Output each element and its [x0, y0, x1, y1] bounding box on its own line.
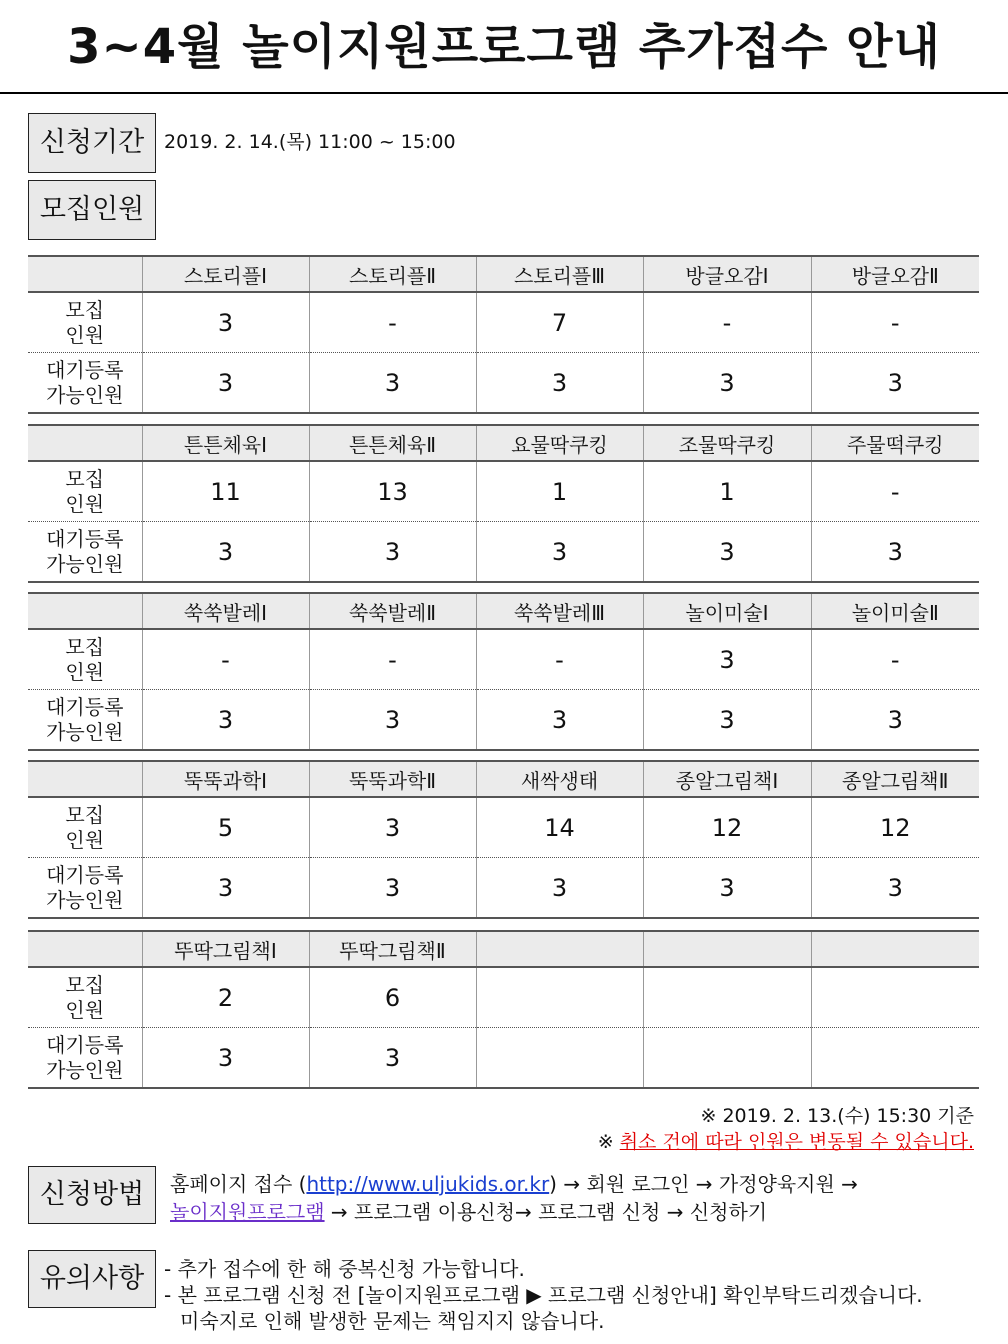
row-label-text: 대기등록 가능인원 — [46, 357, 124, 407]
program-table — [28, 424, 979, 583]
homepage-link[interactable]: http://www.uljukids.or.kr — [306, 1172, 550, 1196]
cancel-note-prefix: ※ — [597, 1131, 620, 1153]
program-name: 뚝뚝과학Ⅱ — [309, 761, 476, 797]
row-label-text: 모집 인원 — [65, 634, 105, 684]
row-label-text: 모집 인원 — [65, 466, 105, 516]
recruit-count: - — [811, 292, 979, 353]
table-row — [28, 522, 979, 583]
waitlist-row-label — [28, 522, 142, 583]
recruit-count: - — [309, 629, 476, 690]
waitlist-count: 3 — [643, 858, 811, 919]
program-name: 주물떡쿠킹 — [811, 425, 979, 461]
table-corner — [28, 931, 142, 967]
caution-list — [164, 1256, 1004, 1334]
waitlist-row-label — [28, 690, 142, 751]
recruit-row-label — [28, 797, 142, 858]
table-row — [28, 629, 979, 690]
table-corner — [28, 425, 142, 461]
method-line-1: 홈페이지 접수 (http://www.uljukids.or.kr) → 회원 로그인 → 가정양육지원 → — [170, 1172, 858, 1196]
waitlist-row-label — [28, 858, 142, 919]
period-label: 신청기간 — [28, 113, 156, 173]
program-name: 튼튼체육Ⅱ — [309, 425, 476, 461]
table-row — [28, 292, 979, 353]
waitlist-count: 3 — [309, 858, 476, 919]
method-description — [170, 1170, 990, 1226]
table-row — [28, 858, 979, 919]
program-name: 놀이미술Ⅱ — [811, 593, 979, 629]
recruit-row-label — [28, 292, 142, 353]
recruit-count: 12 — [811, 797, 979, 858]
program-table — [28, 930, 979, 1089]
recruit-count: 5 — [142, 797, 309, 858]
program-name: 조물딱쿠킹 — [643, 425, 811, 461]
table-corner — [28, 256, 142, 292]
waitlist-count: 3 — [142, 690, 309, 751]
row-label-text: 모집 인원 — [65, 972, 105, 1022]
program-name: 놀이미술Ⅰ — [643, 593, 811, 629]
row-label-text: 모집 인원 — [65, 297, 105, 347]
program-name — [811, 931, 979, 967]
program-name — [476, 931, 643, 967]
waitlist-count: 3 — [643, 522, 811, 583]
recruit-count: 13 — [309, 461, 476, 522]
waitlist-count: 3 — [309, 522, 476, 583]
cancel-note-text: 취소 건에 따라 인원은 변동될 수 있습니다. — [619, 1131, 974, 1153]
program-name: 종알그림책Ⅰ — [643, 761, 811, 797]
method-line-2: 놀이지원프로그램 → 프로그램 이용신청→ 프로그램 신청 → 신청하기 — [170, 1200, 768, 1224]
waitlist-count: 3 — [811, 353, 979, 414]
waitlist-count — [643, 1028, 811, 1089]
recruit-count: - — [309, 292, 476, 353]
waitlist-count: 3 — [142, 1028, 309, 1089]
waitlist-count: 3 — [476, 522, 643, 583]
waitlist-row-label — [28, 1028, 142, 1089]
program-name: 방글오감Ⅰ — [643, 256, 811, 292]
method-label: 신청방법 — [28, 1166, 156, 1224]
recruit-count: - — [811, 461, 979, 522]
basis-note: ※ 2019. 2. 13.(수) 15:30 기준 — [700, 1105, 974, 1127]
waitlist-count: 3 — [309, 353, 476, 414]
page-title: 3~4월 놀이지원프로그램 추가접수 안내 — [67, 19, 941, 75]
recruit-row-label — [28, 967, 142, 1028]
recruit-count — [476, 967, 643, 1028]
waitlist-count: 3 — [643, 690, 811, 751]
recruit-count: - — [476, 629, 643, 690]
table-corner — [28, 593, 142, 629]
row-label-text: 대기등록 가능인원 — [46, 862, 124, 912]
waitlist-row-label — [28, 353, 142, 414]
program-name: 쑥쑥발레Ⅱ — [309, 593, 476, 629]
recruit-count: 3 — [142, 292, 309, 353]
recruit-count: 3 — [643, 629, 811, 690]
caution-label: 유의사항 — [28, 1250, 156, 1308]
recruit-count: 7 — [476, 292, 643, 353]
table-row — [28, 461, 979, 522]
waitlist-count: 3 — [142, 353, 309, 414]
waitlist-count: 3 — [643, 353, 811, 414]
recruit-count: 11 — [142, 461, 309, 522]
program-name: 종알그림책Ⅱ — [811, 761, 979, 797]
program-name: 쑥쑥발레Ⅲ — [476, 593, 643, 629]
table-row — [28, 967, 979, 1028]
row-label-text: 모집 인원 — [65, 802, 105, 852]
waitlist-count: 3 — [811, 522, 979, 583]
waitlist-count: 3 — [142, 858, 309, 919]
recruit-count: 3 — [309, 797, 476, 858]
recruit-label: 모집인원 — [28, 180, 156, 240]
cancel-note — [598, 1127, 974, 1154]
row-label-text: 대기등록 가능인원 — [46, 1032, 124, 1082]
program-name: 요물딱쿠킹 — [476, 425, 643, 461]
recruit-row-label — [28, 629, 142, 690]
program-name: 스토리플Ⅰ — [142, 256, 309, 292]
program-name: 뚝뚝과학Ⅰ — [142, 761, 309, 797]
recruit-count — [643, 967, 811, 1028]
recruit-count: 6 — [309, 967, 476, 1028]
program-name: 새싹생태 — [476, 761, 643, 797]
waitlist-count: 3 — [476, 858, 643, 919]
recruit-count: - — [142, 629, 309, 690]
program-name: 튼튼체육Ⅰ — [142, 425, 309, 461]
table-row — [28, 797, 979, 858]
title-divider — [0, 92, 1008, 94]
table-row — [28, 690, 979, 751]
waitlist-count — [476, 1028, 643, 1089]
waitlist-count — [811, 1028, 979, 1089]
row-label-text: 대기등록 가능인원 — [46, 694, 124, 744]
program-table — [28, 760, 979, 919]
program-name — [643, 931, 811, 967]
waitlist-count: 3 — [142, 522, 309, 583]
waitlist-count: 3 — [476, 690, 643, 751]
row-label-text: 대기등록 가능인원 — [46, 526, 124, 576]
recruit-count: - — [643, 292, 811, 353]
recruit-count: 2 — [142, 967, 309, 1028]
waitlist-count: 3 — [811, 858, 979, 919]
table-corner — [28, 761, 142, 797]
program-name: 뚜딱그림책Ⅰ — [142, 931, 309, 967]
program-name: 스토리플Ⅲ — [476, 256, 643, 292]
recruit-count: 12 — [643, 797, 811, 858]
recruit-count — [811, 967, 979, 1028]
program-name: 쑥쑥발레Ⅰ — [142, 593, 309, 629]
recruit-count: 1 — [643, 461, 811, 522]
recruit-count: - — [811, 629, 979, 690]
table-row — [28, 353, 979, 414]
caution-item: - 추가 접수에 한 해 중복신청 가능합니다. — [164, 1257, 525, 1281]
recruit-count: 14 — [476, 797, 643, 858]
play-program-link[interactable]: 놀이지원프로그램 — [170, 1200, 325, 1224]
program-name: 스토리플Ⅱ — [309, 256, 476, 292]
caution-item: - 본 프로그램 신청 전 [놀이지원프로그램 ▶ 프로그램 신청안내] 확인부탁드리겠습니다. — [164, 1283, 923, 1307]
waitlist-count: 3 — [309, 690, 476, 751]
program-name: 뚜딱그림책Ⅱ — [309, 931, 476, 967]
recruit-count: 1 — [476, 461, 643, 522]
caution-subnote: 미숙지로 인해 발생한 문제는 책임지지 않습니다. — [180, 1309, 605, 1333]
waitlist-count: 3 — [309, 1028, 476, 1089]
waitlist-count: 3 — [811, 690, 979, 751]
period-value: 2019. 2. 14.(목) 11:00 ~ 15:00 — [164, 131, 456, 153]
recruit-row-label — [28, 461, 142, 522]
waitlist-count: 3 — [476, 353, 643, 414]
program-name: 방글오감Ⅱ — [811, 256, 979, 292]
program-table — [28, 592, 979, 751]
table-row — [28, 1028, 979, 1089]
program-table — [28, 255, 979, 414]
